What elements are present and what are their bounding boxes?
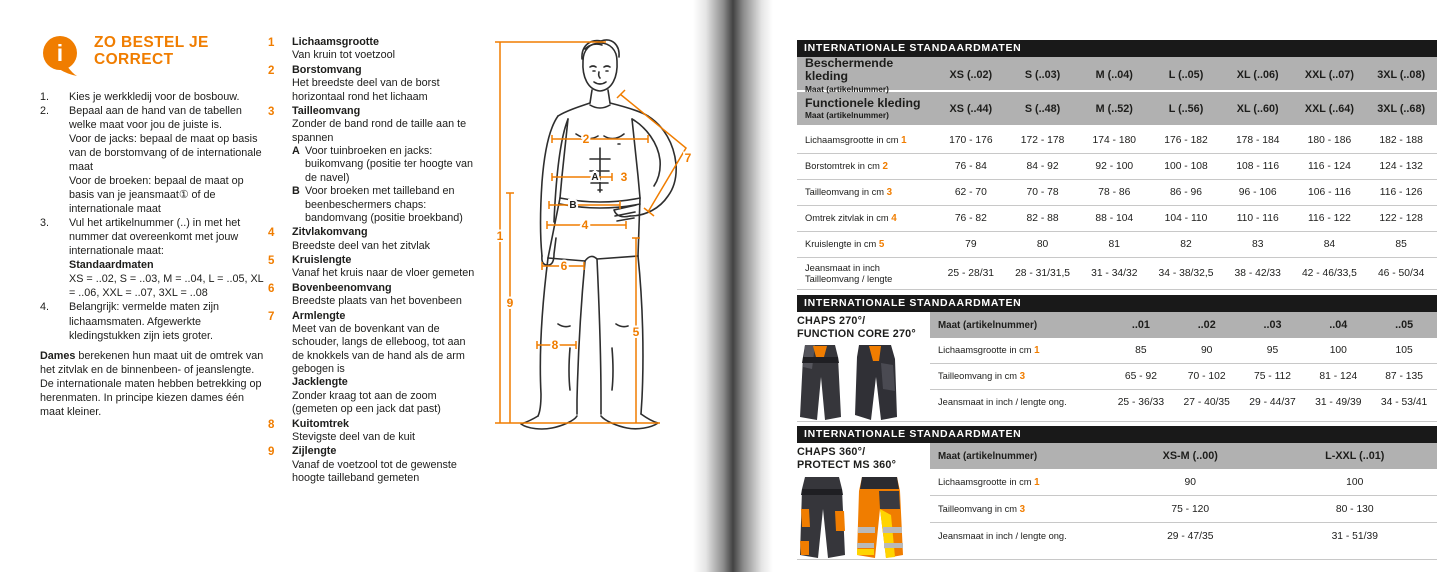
measure-mark-a: A [591, 172, 599, 183]
step-number: 3. [40, 217, 50, 230]
step-item [40, 300, 264, 342]
row-label: Kruislengte in cm [805, 238, 877, 249]
row-ref: 1 [901, 134, 907, 146]
step-text: Voor de broeken: bepaal de maat op basis van je jeansmaat① of de internationale maat [69, 175, 244, 216]
step-item [40, 90, 264, 104]
size-col-header: L (..05) [1168, 69, 1204, 82]
cell: 182 - 188 [1379, 135, 1423, 146]
row-label: Omtrek zitvlak in cm [805, 212, 889, 223]
size-table-chaps-270 [797, 295, 1437, 422]
product-column [797, 312, 930, 421]
definitions-list [268, 36, 480, 486]
row-ref: 2 [882, 160, 888, 172]
size-group-row [797, 92, 1437, 125]
size-col-header: 3XL (..68) [1377, 102, 1426, 115]
measure-label-2: 2 [582, 132, 590, 146]
size-col-header: 3XL (..08) [1377, 69, 1426, 82]
step-subheading: Standaardmaten [69, 259, 154, 272]
definition-item [268, 36, 480, 63]
definition-item [268, 282, 480, 309]
definition-sub-item [292, 145, 480, 185]
figure-svg [478, 26, 706, 564]
cell: 79 [965, 239, 977, 250]
cell: 174 - 180 [1092, 135, 1137, 146]
cell: 87 - 135 [1385, 371, 1423, 382]
definition-desc: Vanaf het kruis naar de vloer gemeten [292, 267, 475, 280]
table-header-bar: INTERNATIONALE STANDAARDMATEN [797, 295, 1437, 312]
group-subtitle: Maat (artikelnummer) [805, 83, 889, 94]
cell: 82 [1180, 239, 1192, 250]
cell: 75 - 112 [1253, 371, 1291, 382]
row-label: Maat (artikelnummer) [938, 450, 1038, 462]
dames-note-text: berekenen hun maat uit de omtrek van het zitvlak en de binnenbeen- of jeanslengte. De internationale maten hebben betrekking op herenmaten. In principe kiezen dames één maat kleiner. [40, 349, 264, 418]
intro-header [40, 34, 264, 78]
page-fold [693, 0, 773, 572]
cell: 31 - 34/32 [1091, 268, 1138, 279]
cell: 76 - 84 [954, 161, 987, 172]
row-label: Tailleomvang in cm [805, 186, 885, 197]
definition-number: 8 [268, 418, 275, 431]
cell: 25 - 36/33 [1117, 397, 1165, 408]
cell: 108 - 116 [1236, 161, 1280, 172]
definition-desc: Breedste plaats van het bovenbeen [292, 295, 462, 308]
step-text: Vul het artikelnummer (..) in met het nummer dat overeenkomt met jouw internationale maat: [69, 217, 241, 258]
cell: 29 - 44/37 [1249, 397, 1296, 408]
definition-item [268, 418, 480, 445]
cell: 46 - 50/34 [1377, 268, 1425, 279]
row-ref: 4 [891, 212, 897, 224]
definition-term: Kuitomtrek [292, 417, 349, 430]
definition-term: Lichaamsgrootte [292, 36, 379, 48]
cell: 38 - 42/33 [1234, 268, 1281, 279]
table-row [930, 469, 1437, 495]
measurement-figure [478, 26, 706, 564]
size-col-header: XXL (..64) [1304, 102, 1354, 115]
sub-letter: B [292, 185, 300, 198]
row-label: Lichaamsgrootte in cm [805, 134, 899, 145]
cell: 81 [1108, 239, 1121, 250]
dames-note [40, 349, 264, 419]
cell: 116 - 126 [1379, 187, 1423, 198]
size-col-header: L (..56) [1168, 102, 1204, 115]
table-row [797, 206, 1437, 232]
group-subtitle: Maat (artikelnummer) [805, 110, 889, 121]
cell: 70 - 78 [1026, 187, 1059, 198]
measure-label-1: 1 [496, 229, 504, 243]
definition-desc: Zonder de band rond de taille aan te spannen [292, 118, 467, 144]
table-header-bar: INTERNATIONALE STANDAARDMATEN [797, 426, 1437, 443]
chaps-360-dark-image [797, 475, 847, 559]
size-group-row [797, 56, 1437, 94]
definition-number: 6 [268, 282, 275, 295]
measure-label-5: 5 [632, 325, 640, 339]
definition-number: 1 [268, 37, 275, 49]
product-title: CHAPS 270°/ FUNCTION CORE 270° [797, 315, 916, 340]
definition-term: Armlengte [292, 309, 346, 322]
row-label: Tailleomvang in cm [938, 370, 1018, 381]
sub-text: Voor broeken met tailleband en beenbeschermers chaps: bandomvang (positie broekband) [305, 185, 463, 224]
chaps-360-hivis-image [853, 475, 905, 559]
cell: 100 - 108 [1164, 161, 1208, 172]
info-icon-letter: i [56, 40, 64, 66]
cell: 90 [1184, 476, 1196, 488]
table-row [797, 154, 1437, 180]
definition-term: Zitvlakomvang [292, 226, 368, 239]
cell: 88 - 104 [1095, 213, 1134, 224]
definition-number: 4 [268, 227, 275, 240]
definition-desc: Meet van de bovenkant van de schouder, langs de elleboog, tot aan de knokkels van de hand als de arm gebogen is [292, 322, 466, 375]
dames-note-lead: Dames [40, 349, 76, 362]
cell: 84 [1323, 239, 1336, 250]
measure-label-8: 8 [551, 338, 559, 352]
definition-term: Kruislengte [292, 254, 352, 266]
size-col-header: S (..48) [1024, 102, 1061, 115]
table-header-bar: INTERNATIONALE STANDAARDMATEN [797, 40, 1437, 57]
cell: 100 [1346, 476, 1364, 488]
definition-sub-item [292, 185, 480, 225]
cell: 31 - 49/39 [1315, 397, 1362, 408]
definition-desc: Stevigste deel van de kuit [292, 430, 416, 443]
definition-desc: Van kruin tot voetzool [292, 49, 396, 62]
size-col-header: ..05 [1395, 319, 1414, 331]
cell: 83 [1251, 239, 1264, 250]
right-page [797, 40, 1437, 560]
size-col-header: ..01 [1131, 319, 1150, 331]
size-col-header: ..04 [1329, 319, 1348, 331]
definition-item [268, 226, 480, 253]
cell: 104 - 110 [1164, 213, 1208, 224]
definition-number: 2 [268, 64, 275, 77]
cell: 84 - 92 [1026, 161, 1059, 172]
size-col-header: M (..52) [1095, 102, 1133, 115]
cell: 75 - 120 [1171, 503, 1210, 515]
step-item [40, 216, 264, 300]
table-row [930, 522, 1437, 549]
cell: 80 [1036, 239, 1049, 250]
cell: 62 - 70 [954, 187, 987, 198]
row-ref: 3 [1019, 370, 1026, 382]
group-title: Beschermende kleding [805, 56, 894, 83]
cell: 76 - 82 [954, 213, 987, 224]
row-ref: 1 [1034, 344, 1040, 356]
size-col-header: XL (..06) [1236, 69, 1279, 82]
cell: 172 - 178 [1020, 135, 1065, 146]
definition-desc: Zonder kraag tot aan de zoom (gemeten op een jack dat past) [292, 389, 441, 416]
sub-text: Voor tuinbroeken en jacks: buikomvang (positie ter hoogte van de navel) [305, 145, 474, 184]
product-title: CHAPS 360°/ PROTECT MS 360° [797, 446, 897, 472]
measure-mark-b: B [569, 200, 577, 211]
definition-item [268, 445, 480, 485]
group-title: Functionele kleding [805, 95, 921, 110]
cell: 85 [1135, 345, 1147, 356]
cell: 96 - 106 [1238, 187, 1277, 198]
row-ref: 1 [1034, 476, 1040, 488]
cell: 180 - 186 [1307, 135, 1352, 146]
size-col-header: ..02 [1197, 319, 1216, 331]
cell: 100 [1329, 345, 1347, 356]
table-subheader-row [930, 312, 1437, 338]
table-row [797, 232, 1437, 258]
definition-desc: Het breedste deel van de borst horizontaal rond het lichaam [292, 77, 440, 103]
measure-label-7: 7 [684, 151, 692, 165]
row-ref: 3 [886, 186, 893, 198]
cell: 116 - 124 [1308, 161, 1351, 172]
cell: 90 [1200, 345, 1213, 356]
step-number: 1. [40, 91, 50, 103]
definition-term: Bovenbeenomvang [292, 281, 392, 294]
step-size-codes: XS = ..02, S = ..03, M = ..04, L = ..05, XL = ..06, XXL = ..07, 3XL = ..08 [69, 273, 264, 300]
row-label: Borstomtrek in cm [805, 160, 880, 171]
step-item [40, 104, 264, 216]
definition-desc: Breedste deel van het zitvlak [292, 239, 431, 252]
step-text: Bepaal aan de hand van de tabellen welke maat voor jou de juiste is. [69, 105, 242, 132]
cell: 78 - 86 [1098, 187, 1131, 198]
chaps-270-side-image [849, 343, 899, 421]
table-row [930, 363, 1437, 389]
definition-term: Zijlengte [292, 445, 337, 458]
cell: 34 - 38/32,5 [1158, 268, 1214, 279]
measurement-lines [495, 42, 692, 423]
table-row [797, 180, 1437, 206]
definition-number: 5 [268, 255, 275, 267]
table-row [797, 258, 1437, 290]
cell: 85 [1395, 239, 1407, 250]
cell: 105 [1395, 345, 1413, 356]
table-row [930, 495, 1437, 522]
row-label: Jeansmaat in inch / lengte ong. [938, 531, 1067, 542]
cell: 29 - 47/35 [1167, 530, 1214, 542]
size-table-standard [797, 40, 1437, 290]
definition-desc: Vanaf de voetzool tot de gewenste hoogte tailleband gemeten [292, 458, 457, 484]
size-col-header: XS (..02) [949, 69, 993, 82]
definition-item [268, 310, 480, 417]
definition-number: 9 [268, 446, 275, 459]
step-number: 4. [40, 301, 50, 314]
intro-column [40, 34, 264, 419]
row-label: Lichaamsgrootte in cm [938, 344, 1032, 355]
definition-number: 3 [268, 105, 275, 118]
definition-term: Jacklengte [292, 376, 348, 389]
size-col-header: XXL (..07) [1304, 69, 1354, 82]
size-col-header: XL (..60) [1236, 102, 1279, 115]
step-text: Kies je werkkledij voor de bosbouw. [69, 91, 240, 103]
size-col-header: M (..04) [1095, 69, 1133, 82]
measure-label-3: 3 [620, 170, 628, 184]
step-text: Voor de jacks: bepaal de maat op basis van de borstomvang of de internationale maat [69, 133, 262, 174]
cell: 176 - 182 [1164, 135, 1208, 146]
definition-term: Tailleomvang [292, 104, 361, 117]
info-icon [40, 34, 84, 78]
size-col-header: XS (..44) [949, 102, 993, 115]
definition-number: 7 [268, 310, 275, 323]
table-row [930, 338, 1437, 363]
product-image-chaps-270 [797, 343, 926, 421]
table-row [797, 128, 1437, 154]
size-col-header: L-XXL (..01) [1325, 450, 1385, 463]
cell: 86 - 96 [1169, 187, 1203, 198]
table-body [797, 125, 1437, 290]
cell: 27 - 40/35 [1183, 397, 1230, 408]
cell: 178 - 184 [1235, 135, 1280, 146]
cell: 31 - 51/39 [1331, 530, 1378, 542]
table-subheader-row [930, 443, 1437, 469]
definition-item [268, 64, 480, 104]
cell: 25 - 28/31 [947, 268, 995, 279]
row-label: Jeansmaat in inch [805, 262, 880, 273]
cell: 80 - 130 [1335, 503, 1374, 515]
step-number: 2. [40, 105, 50, 118]
cell: 95 [1266, 345, 1279, 356]
definition-term: Borstomvang [292, 63, 362, 76]
definition-item [268, 105, 480, 225]
row-label: Tailleomvang in cm [938, 503, 1018, 514]
row-label-line2: Tailleomvang / lengte [805, 273, 893, 284]
definition-item [268, 254, 480, 281]
cell: 116 - 122 [1308, 213, 1351, 224]
cell: 110 - 116 [1236, 213, 1279, 224]
measure-label-9: 9 [506, 296, 514, 310]
cell: 106 - 116 [1308, 187, 1351, 198]
page-title: ZO BESTEL JE CORRECT [94, 34, 209, 69]
measure-label-4: 4 [581, 218, 589, 232]
cell: 34 - 53/41 [1380, 397, 1428, 408]
row-ref: 5 [878, 238, 885, 250]
size-col-header: ..03 [1263, 319, 1282, 331]
measure-line-arm [617, 90, 686, 216]
cell: 170 - 176 [949, 135, 993, 146]
row-ref: 3 [1019, 503, 1026, 515]
row-label: Jeansmaat in inch / lengte ong. [938, 397, 1067, 408]
cell: 81 - 124 [1319, 371, 1358, 382]
cell: 82 - 88 [1026, 213, 1059, 224]
cell: 122 - 128 [1379, 213, 1423, 224]
cell: 124 - 132 [1379, 161, 1423, 172]
product-column [797, 443, 930, 558]
size-col-header: S (..03) [1024, 69, 1061, 82]
size-col-header: XS-M (..00) [1162, 450, 1218, 463]
cell: 42 - 46/33,5 [1301, 268, 1357, 279]
cell: 28 - 31/31,5 [1015, 268, 1071, 279]
body-outline-drawing [521, 40, 676, 429]
row-label: Lichaamsgrootte in cm [938, 476, 1032, 487]
ordered-steps [40, 90, 264, 343]
step-text: Belangrijk: vermelde maten zijn lichaamsmaten. Afgewerkte kledingstukken zijn iets groter. [69, 301, 220, 342]
table-row [930, 389, 1437, 415]
size-table-chaps-360 [797, 426, 1437, 559]
cell: 65 - 92 [1124, 371, 1157, 382]
row-label: Maat (artikelnummer) [938, 319, 1038, 331]
cell: 92 - 100 [1095, 161, 1134, 172]
chaps-270-front-image [797, 343, 843, 421]
measure-label-6: 6 [560, 259, 568, 273]
cell: 70 - 102 [1187, 371, 1226, 382]
sub-letter: A [292, 145, 300, 157]
product-image-chaps-360 [797, 475, 926, 559]
